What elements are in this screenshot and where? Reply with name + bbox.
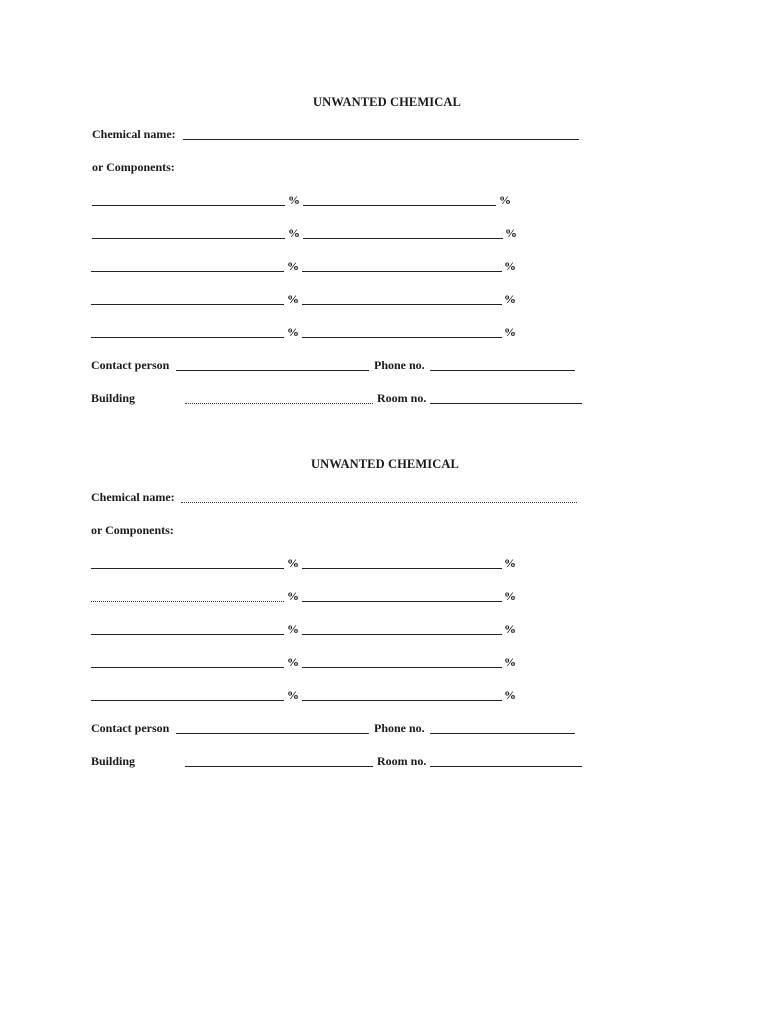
contact-person-label: Contact person xyxy=(91,358,170,372)
percent-sign: % xyxy=(287,259,299,273)
phone-field[interactable] xyxy=(430,733,575,734)
phone-label: Phone no. xyxy=(374,358,425,372)
component-field[interactable] xyxy=(91,337,284,338)
room-field[interactable] xyxy=(430,766,582,767)
chemical-name-field[interactable] xyxy=(183,139,579,140)
phone-label: Phone no. xyxy=(374,721,425,735)
component-field[interactable] xyxy=(91,568,284,569)
component-field[interactable] xyxy=(302,667,502,668)
building-field[interactable] xyxy=(185,403,373,404)
percent-sign: % xyxy=(504,259,516,273)
percent-sign: % xyxy=(288,193,300,207)
component-field[interactable] xyxy=(302,304,502,305)
percent-sign: % xyxy=(287,655,299,669)
percent-sign: % xyxy=(504,589,516,603)
component-field[interactable] xyxy=(303,238,503,239)
components-label: or Components: xyxy=(92,160,175,174)
building-label: Building xyxy=(91,391,136,405)
percent-sign: % xyxy=(504,556,516,570)
building-field[interactable] xyxy=(185,766,373,767)
component-field[interactable] xyxy=(302,601,502,602)
component-field[interactable] xyxy=(91,667,284,668)
room-label: Room no. xyxy=(377,391,427,405)
percent-sign: % xyxy=(288,226,300,240)
percent-sign: % xyxy=(499,193,511,207)
component-field[interactable] xyxy=(303,205,496,206)
component-field[interactable] xyxy=(302,634,502,635)
percent-sign: % xyxy=(287,292,299,306)
chemical-name-label: Chemical name: xyxy=(91,490,175,504)
chemical-name-field[interactable] xyxy=(181,502,577,503)
component-field[interactable] xyxy=(91,700,284,701)
component-field[interactable] xyxy=(91,634,284,635)
component-field[interactable] xyxy=(302,337,502,338)
contact-person-field[interactable] xyxy=(176,733,369,734)
percent-sign: % xyxy=(504,655,516,669)
component-field[interactable] xyxy=(302,271,502,272)
component-field[interactable] xyxy=(91,304,284,305)
percent-sign: % xyxy=(287,622,299,636)
component-field[interactable] xyxy=(91,601,284,602)
component-field[interactable] xyxy=(302,568,502,569)
percent-sign: % xyxy=(287,556,299,570)
percent-sign: % xyxy=(504,622,516,636)
contact-person-field[interactable] xyxy=(176,370,369,371)
phone-field[interactable] xyxy=(430,370,575,371)
percent-sign: % xyxy=(504,292,516,306)
form-title: UNWANTED CHEMICAL xyxy=(311,457,459,471)
form-title: UNWANTED CHEMICAL xyxy=(313,95,461,109)
components-label: or Components: xyxy=(91,523,174,537)
component-field[interactable] xyxy=(302,700,502,701)
percent-sign: % xyxy=(505,226,517,240)
percent-sign: % xyxy=(287,589,299,603)
building-label: Building xyxy=(91,754,136,768)
component-field[interactable] xyxy=(91,271,284,272)
percent-sign: % xyxy=(504,325,516,339)
contact-person-label: Contact person xyxy=(91,721,170,735)
chemical-name-label: Chemical name: xyxy=(92,127,176,141)
room-field[interactable] xyxy=(430,403,582,404)
percent-sign: % xyxy=(287,325,299,339)
component-field[interactable] xyxy=(92,238,285,239)
room-label: Room no. xyxy=(377,754,427,768)
component-field[interactable] xyxy=(92,205,285,206)
percent-sign: % xyxy=(287,688,299,702)
percent-sign: % xyxy=(504,688,516,702)
